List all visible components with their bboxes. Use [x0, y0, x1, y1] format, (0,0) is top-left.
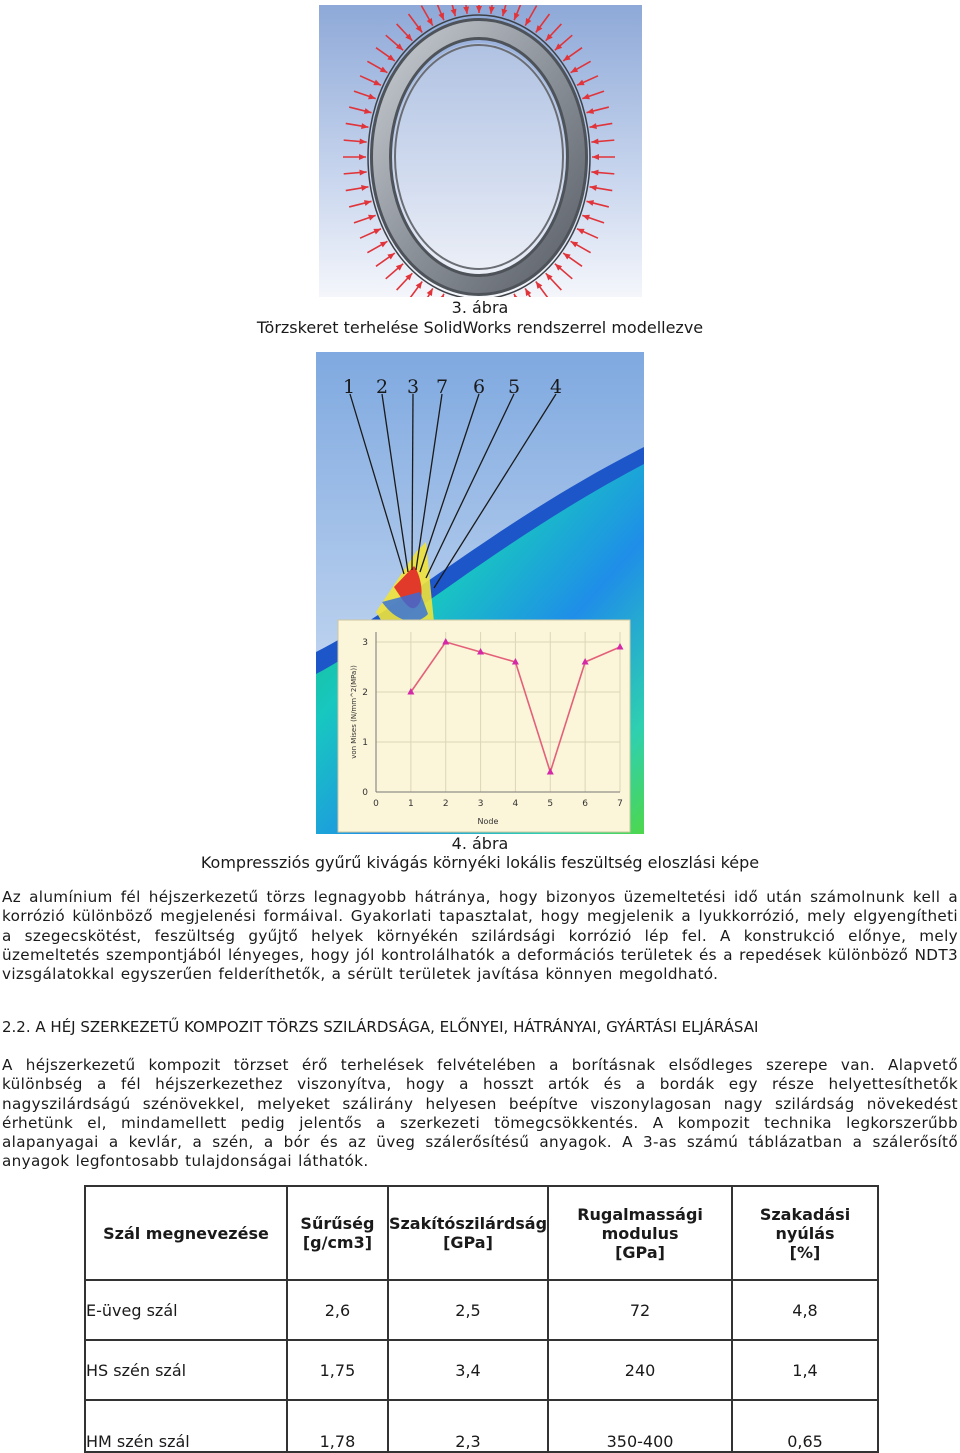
von-mises-chart — [338, 620, 630, 832]
figure-3-caption-text: Törzskeret terhelése SolidWorks rendszerrel modellezve — [256, 318, 704, 337]
cell-tensile-strength: 3,4 — [388, 1340, 548, 1400]
y-tick-label: 1 — [362, 738, 368, 748]
y-tick-label: 0 — [362, 788, 368, 798]
x-tick-label: 4 — [512, 799, 519, 809]
node-label-list — [316, 376, 644, 402]
header-line: modulus — [601, 1223, 679, 1243]
data-point — [617, 643, 624, 650]
node-label: 3 — [407, 376, 420, 398]
cell-density: 2,6 — [287, 1280, 388, 1340]
cell-tensile-strength: 2,3 — [388, 1400, 548, 1452]
cell-density: 1,78 — [287, 1400, 388, 1452]
cell-elongation: 1,4 — [732, 1340, 878, 1400]
cell-elongation: 4,8 — [732, 1280, 878, 1340]
x-tick-label: 1 — [407, 799, 414, 809]
header-fiber-name — [85, 1186, 287, 1280]
cell-elastic-modulus: 72 — [548, 1280, 732, 1340]
cell-elastic-modulus: 350-400 — [548, 1400, 732, 1452]
header-line: Szakadási — [759, 1204, 851, 1224]
node-label: 4 — [550, 376, 563, 398]
figure-3-image — [319, 5, 642, 297]
x-tick-label: 3 — [477, 799, 484, 809]
table-row — [85, 1280, 878, 1340]
cell-tensile-strength: 2,5 — [388, 1280, 548, 1340]
x-tick-label: 0 — [373, 799, 379, 809]
header-line: [g/cm3] — [302, 1233, 373, 1252]
header-elastic-modulus — [548, 1186, 732, 1280]
data-point — [547, 768, 554, 775]
ring-model-drawing — [319, 5, 642, 297]
node-label: 5 — [508, 376, 521, 398]
figure-4-caption-number: 4. ábra — [451, 834, 509, 853]
header-tensile-strength — [388, 1186, 548, 1280]
node-label: 6 — [473, 376, 486, 398]
header-line: Szál megnevezése — [103, 1223, 269, 1243]
figure-4-caption-text: Kompressziós gyűrű kivágás környéki lokális feszültség eloszlási képe — [200, 853, 760, 872]
header-line: Rugalmassági — [577, 1204, 703, 1224]
header-line: Szakítószilárdság — [388, 1214, 548, 1233]
header-line: Sűrűség — [300, 1214, 375, 1233]
table-row — [85, 1340, 878, 1400]
x-axis-label: Node — [477, 817, 499, 826]
chart-grid — [376, 632, 620, 792]
paragraph-corrosion: Az alumínium fél héjszerkezetű törzs legnagyobb hátránya, hogy bizonyos üzemeltetési idő után számolnunk kell a korrózió különböző megjelenési formáival. Gyakorlati tapasztalat, hogy megjelenik a lyukkorrózió, mely elgyengítheti a szegecskötést, feszültség gyűjtő helyek környékén szilárdsági korrózió lép fel. A konstrukció előnye, mely üzemeltetés szempontjából lényeges, hogy jól kontrolálhatók a deformációs területek és a repedések különböző NDT3 vizsgálatokkal egyszerűen felderíthetők, a sérült területek javítása könnyen megoldható. — [2, 888, 958, 984]
x-tick-label: 2 — [442, 799, 449, 809]
cell-elastic-modulus: 240 — [548, 1340, 732, 1400]
table-row — [85, 1400, 878, 1452]
node-label: 1 — [343, 376, 356, 398]
header-density — [287, 1186, 388, 1280]
figure-4-image — [316, 352, 644, 834]
header-line: nyúlás — [775, 1223, 835, 1243]
cell-elongation: 0,65 — [732, 1400, 878, 1452]
x-tick-label: 6 — [582, 799, 589, 809]
cell-density: 1,75 — [287, 1340, 388, 1400]
x-tick-label: 7 — [617, 799, 623, 809]
data-point — [442, 638, 449, 645]
figure-3-caption-number: 3. ábra — [451, 298, 509, 317]
header-line: [GPa] — [443, 1233, 493, 1252]
y-tick-label: 3 — [362, 638, 368, 648]
node-label: 7 — [436, 376, 449, 398]
paragraph-composite: A héjszerkezetű kompozit törzset érő terhelések felvételében a borításnak elsődleges szerepe van. Alapvető különbség a fél héjszerkezethez viszonyítva, hogy a hosszt artók és a bordák egy része helyettesíthetők nagyszilárdságú szénövekkel, melyeket szálirány helyesen beépítve viszonylagosan nagy szilárdság növekedést érhetünk el, mindamellett pedig jelentős a szerkezeti tömegcsökkentés. A kompozit technika legkorszerűbb alapanyagai a kevlár, a szén, a bór és az üveg szálerősítésű anyagok. A 3-as számú táblázatban a szálerősítő anyagok legfontosabb tulajdonságai láthatók. — [2, 1056, 958, 1171]
y-tick-label: 2 — [362, 688, 368, 698]
node-label: 2 — [376, 376, 389, 398]
section-heading: 2.2. A HÉJ SZERKEZETŰ KOMPOZIT TÖRZS SZILÁRDSÁGA, ELŐNYEI, HÁTRÁNYAI, GYÁRTÁSI ELJÁRÁSAI — [2, 1018, 759, 1036]
cell-fiber-name: HS szén szál — [85, 1340, 287, 1400]
table-header-row — [85, 1186, 878, 1280]
header-elongation — [732, 1186, 878, 1280]
fiber-properties-table — [84, 1185, 879, 1453]
y-axis-label: von Mises (N/mm^2(MPa)) — [350, 665, 358, 759]
cell-fiber-name: HM szén szál — [85, 1400, 287, 1452]
cell-fiber-name: E-üveg szál — [85, 1280, 287, 1340]
header-line: [GPa] — [615, 1242, 665, 1262]
header-line: [%] — [789, 1242, 821, 1262]
x-tick-label: 5 — [547, 799, 554, 809]
